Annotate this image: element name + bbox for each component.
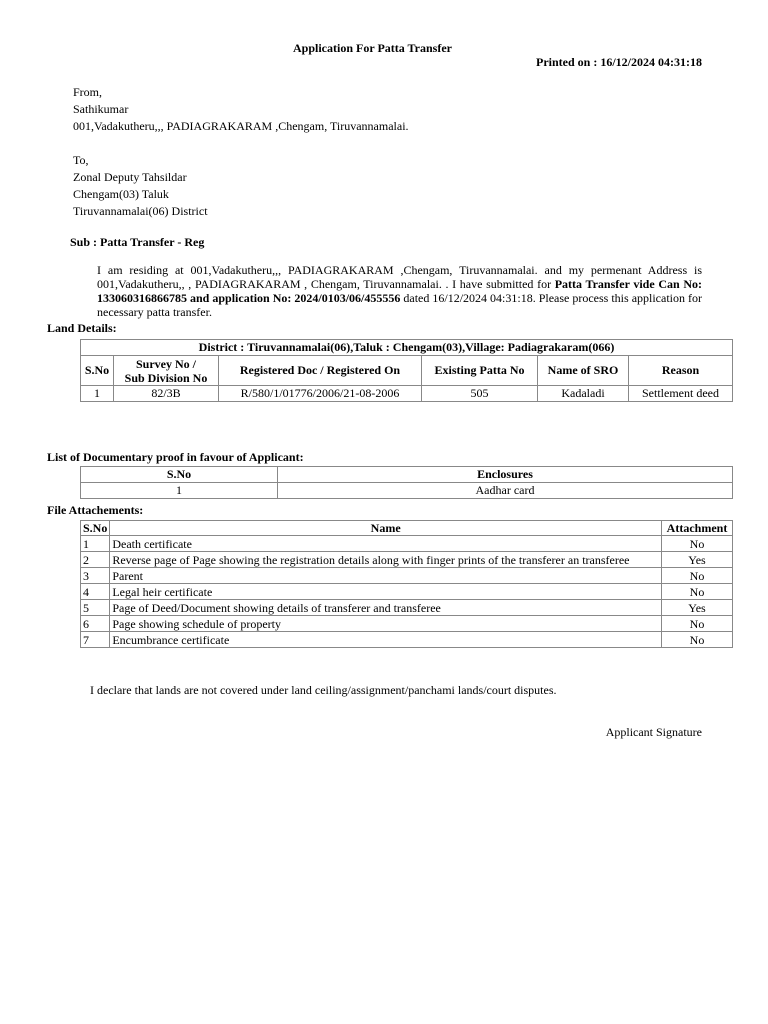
col-name: Name — [110, 521, 662, 536]
body-text-2: dated 16/12/2024 04:31:18. Please process this application for necessary patta transfer. — [97, 291, 702, 319]
from-label: From, — [73, 85, 103, 99]
cell-sno: 1 — [81, 536, 110, 552]
col-sro: Name of SRO — [538, 356, 629, 386]
table-row — [81, 552, 733, 568]
body-text-bold: Patta Transfer vide Can No: 133060316866785 and application No: 2024/0103/06/455556 — [97, 277, 702, 305]
col-sno: S.No — [81, 467, 278, 483]
cell-name: Page of Deed/Document showing details of transferer and transferee — [110, 600, 662, 616]
page-title: Application For Patta Transfer — [293, 41, 452, 55]
from-name: Sathikumar — [73, 102, 129, 116]
file-attachments-label: File Attachements: — [47, 503, 144, 517]
cell-name: Legal heir certificate — [110, 584, 662, 600]
cell-sno: 3 — [81, 568, 110, 584]
to-line-1: Zonal Deputy Tahsildar — [73, 170, 187, 184]
cell-sno: 5 — [81, 600, 110, 616]
table-row — [81, 600, 733, 616]
to-line-2: Chengam(03) Taluk — [73, 187, 169, 201]
land-details-table — [80, 339, 733, 402]
col-survey-line2: Sub Division No — [124, 370, 208, 385]
col-reason: Reason — [629, 356, 733, 386]
col-attachment: Attachment — [662, 521, 733, 536]
land-location-header: District : Tiruvannamalai(06),Taluk : Chengam(03),Village: Padiagrakaram(066) — [81, 340, 733, 356]
cell-sno: 1 — [81, 483, 278, 499]
cell-attachment: Yes — [662, 552, 733, 568]
land-details-label: Land Details: — [47, 321, 117, 335]
cell-survey: 82/3B — [114, 386, 219, 402]
table-row — [81, 632, 733, 648]
col-survey-line1: Survey No / — [136, 356, 196, 371]
col-sno: S.No — [81, 356, 114, 386]
cell-attachment: No — [662, 616, 733, 632]
cell-sro: Kadaladi — [538, 386, 629, 402]
to-block — [73, 153, 208, 221]
to-label: To, — [73, 153, 89, 167]
docs-label: List of Documentary proof in favour of Applicant: — [47, 450, 304, 464]
cell-name: Encumbrance certificate — [110, 632, 662, 648]
table-row — [81, 536, 733, 552]
col-survey — [114, 356, 219, 386]
cell-sno: 6 — [81, 616, 110, 632]
cell-name: Parent — [110, 568, 662, 584]
declaration-text: I declare that lands are not covered under land ceiling/assignment/panchami lands/court disputes. — [90, 683, 557, 697]
cell-attachment: No — [662, 632, 733, 648]
body-text-1: I am residing at 001,Vadakutheru,,, PADIAGRAKARAM ,Chengam, Tiruvannamalai. and my permenant Address is 001,Vadakutheru,, , PADIAGRAKARAM , Chengam, Tiruvannamalai. . I have submitted for — [97, 263, 702, 291]
cell-regdoc: R/580/1/01776/2006/21-08-2006 — [219, 386, 422, 402]
col-patta: Existing Patta No — [422, 356, 538, 386]
documents-table — [80, 466, 733, 499]
cell-name: Page showing schedule of property — [110, 616, 662, 632]
printed-timestamp: Printed on : 16/12/2024 04:31:18 — [536, 55, 702, 69]
table-row — [81, 584, 733, 600]
applicant-signature-label: Applicant Signature — [605, 725, 702, 739]
table-row — [81, 483, 733, 499]
cell-attachment: Yes — [662, 600, 733, 616]
cell-reason: Settlement deed — [629, 386, 733, 402]
from-address: 001,Vadakutheru,,, PADIAGRAKARAM ,Chengam, Tiruvannamalai. — [73, 119, 409, 133]
to-line-3: Tiruvannamalai(06) District — [73, 204, 208, 218]
cell-name: Death certificate — [110, 536, 662, 552]
cell-attachment: No — [662, 536, 733, 552]
cell-sno: 7 — [81, 632, 110, 648]
cell-patta: 505 — [422, 386, 538, 402]
cell-sno: 4 — [81, 584, 110, 600]
table-row — [81, 386, 733, 402]
from-block — [73, 85, 409, 136]
cell-name: Reverse page of Page showing the registration details along with finger prints of the transferer an transferee — [110, 552, 662, 568]
cell-attachment: No — [662, 584, 733, 600]
col-sno: S.No — [81, 521, 110, 536]
table-row — [81, 616, 733, 632]
cell-sno: 2 — [81, 552, 110, 568]
cell-sno: 1 — [81, 386, 114, 402]
table-row — [81, 568, 733, 584]
subject-line: Sub : Patta Transfer - Reg — [70, 235, 205, 249]
file-attachments-table — [80, 520, 733, 648]
col-enclosures: Enclosures — [278, 467, 733, 483]
col-regdoc: Registered Doc / Registered On — [219, 356, 422, 386]
cell-attachment: No — [662, 568, 733, 584]
cell-enclosure: Aadhar card — [278, 483, 733, 499]
body-paragraph — [97, 263, 702, 319]
